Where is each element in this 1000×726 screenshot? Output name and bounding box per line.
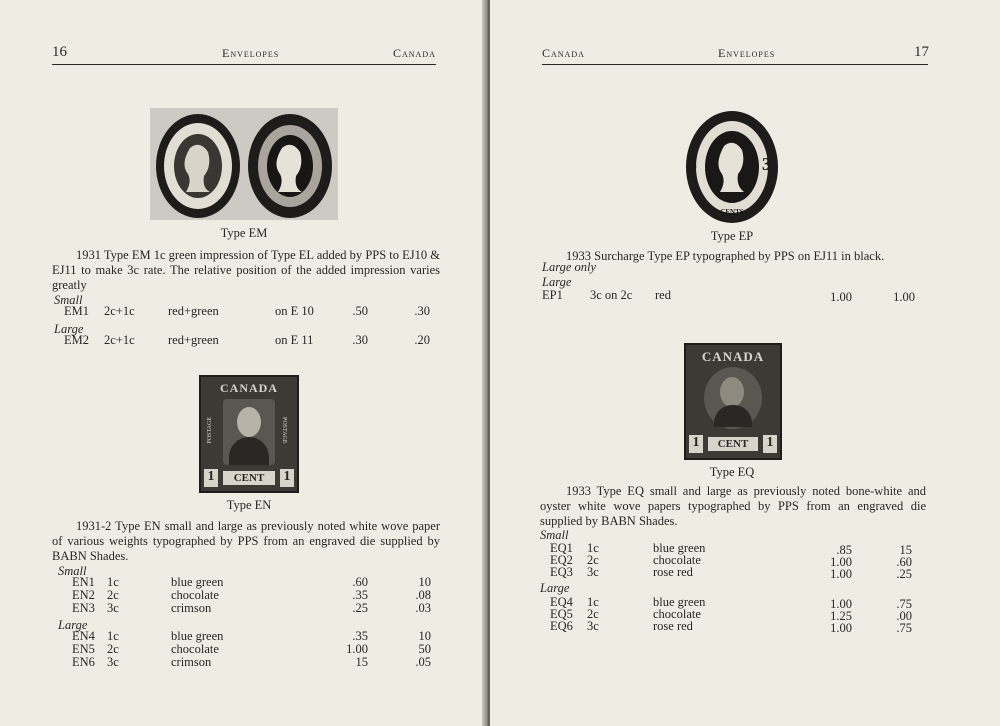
page-number: 16 <box>52 44 67 60</box>
type-em-image <box>150 108 338 220</box>
em-right-stamp <box>248 114 332 218</box>
type-eq-description: 1933 Type EQ small and large as previously noted bone-white and oyster white wove papers typographed by PPS from an engraved die supplied by BABN Shades. <box>540 484 926 528</box>
en6-value-1: 15 <box>355 655 368 669</box>
ep-large-label: Large <box>542 275 572 289</box>
eq3-value-2: .25 <box>896 567 912 581</box>
right-page <box>490 0 1000 726</box>
type-ep-large-only: Large only <box>542 260 597 274</box>
ep-stamp-bottom: CENTS <box>720 208 744 216</box>
en6-id: EN6 <box>72 655 95 669</box>
en6-value-2: .05 <box>415 655 431 669</box>
type-en-caption: Type EN <box>226 498 272 512</box>
en4-value-1: .35 <box>352 629 368 643</box>
eq-stamp-bottom-left: 1 <box>689 435 703 453</box>
en2-value-2: .08 <box>415 588 431 602</box>
en2-denom: 2c <box>107 588 119 602</box>
eq4-value-2: .75 <box>896 597 912 611</box>
en3-denom: 3c <box>107 601 119 615</box>
en-stamp-left-side: POSTAGE <box>207 417 213 444</box>
eq4-denom: 1c <box>587 595 599 609</box>
page-number: 17 <box>914 44 929 60</box>
type-em-caption: Type EM <box>220 226 268 240</box>
eq1-id: EQ1 <box>550 541 573 555</box>
ep1-value-2: 1.00 <box>893 290 915 304</box>
eq1-denom: 1c <box>587 541 599 555</box>
eq4-value-1: 1.00 <box>830 597 852 611</box>
en5-value-2: 50 <box>418 642 431 656</box>
ep1-value-1: 1.00 <box>830 290 852 304</box>
em2-value-1: .30 <box>352 333 368 347</box>
ep1-id: EP1 <box>542 288 563 302</box>
em1-color: red+green <box>168 304 219 318</box>
en6-denom: 3c <box>107 655 119 669</box>
em1-on: on E 10 <box>275 304 314 318</box>
en-large-label: Large <box>58 618 88 632</box>
type-ep-caption: Type EP <box>710 229 754 243</box>
eq1-value-2: 15 <box>899 543 912 557</box>
en-stamp-bottom-left: 1 <box>204 469 218 487</box>
eq-large-label: Large <box>540 581 570 595</box>
eq5-id: EQ5 <box>550 607 573 621</box>
eq3-denom: 3c <box>587 565 599 579</box>
eq5-denom: 2c <box>587 607 599 621</box>
em-left-stamp <box>156 114 240 218</box>
type-eq-caption: Type EQ <box>709 465 755 479</box>
eq5-value-2: .00 <box>896 609 912 623</box>
en1-id: EN1 <box>72 575 95 589</box>
en1-value-1: .60 <box>352 575 368 589</box>
eq6-value-1: 1.00 <box>830 621 852 635</box>
eq3-value-1: 1.00 <box>830 567 852 581</box>
en1-value-2: 10 <box>418 575 431 589</box>
en2-value-1: .35 <box>352 588 368 602</box>
eq5-value-1: 1.25 <box>830 609 852 623</box>
em2-id: EM2 <box>64 333 89 347</box>
en3-id: EN3 <box>72 601 95 615</box>
type-en-stamp <box>199 375 299 493</box>
eq5-color: chocolate <box>653 607 701 621</box>
running-header-country: Canada <box>393 46 436 60</box>
en3-color: crimson <box>171 601 212 615</box>
eq4-color: blue green <box>653 595 706 609</box>
running-header: Envelopes <box>222 46 280 60</box>
en-small-label: Small <box>58 564 87 578</box>
eq-stamp-top: CANADA <box>701 349 765 364</box>
en5-color: chocolate <box>171 642 219 656</box>
type-eq-stamp <box>684 343 782 460</box>
eq-stamp-portrait <box>704 367 762 429</box>
en1-color: blue green <box>171 575 224 589</box>
running-header: Envelopes <box>718 46 776 60</box>
en6-color: crimson <box>171 655 212 669</box>
en-stamp-bottom-right: 1 <box>280 469 294 487</box>
eq-small-label: Small <box>540 528 569 542</box>
en2-color: chocolate <box>171 588 219 602</box>
em-large-label: Large <box>54 322 84 336</box>
eq6-id: EQ6 <box>550 619 573 633</box>
left-page <box>0 0 486 726</box>
eq-stamp-bottom-right: 1 <box>763 435 777 453</box>
eq1-value-1: .85 <box>836 543 852 557</box>
em1-value-2: .30 <box>414 304 430 318</box>
eq2-id: EQ2 <box>550 553 573 567</box>
eq1-color: blue green <box>653 541 706 555</box>
type-em-description: 1931 Type EM 1c green impression of Type EL added by PPS to EJ10 & EJ11 to make 3c rate. The relative position of the added impression varies greatly <box>52 248 440 292</box>
en-stamp-right-side: POSTAGE <box>281 417 287 444</box>
en4-color: blue green <box>171 629 224 643</box>
en4-denom: 1c <box>107 629 119 643</box>
en3-value-1: .25 <box>352 601 368 615</box>
en-stamp-top: CANADA <box>220 381 278 395</box>
eq4-id: EQ4 <box>550 595 573 609</box>
type-ep-stamp <box>684 110 780 224</box>
em-small-label: Small <box>54 293 83 307</box>
en-stamp-portrait <box>223 399 275 465</box>
ep-stamp-value-right: 3 <box>762 154 771 174</box>
em2-denom: 2c+1c <box>104 333 135 347</box>
eq2-value-1: 1.00 <box>830 555 852 569</box>
ep1-denom: 3c on 2c <box>590 288 633 302</box>
running-header-country: Canada <box>542 46 585 60</box>
en1-denom: 1c <box>107 575 119 589</box>
header-rule <box>52 64 436 65</box>
eq6-denom: 3c <box>587 619 599 633</box>
em2-on: on E 11 <box>275 333 314 347</box>
em1-value-1: .50 <box>352 304 368 318</box>
eq2-denom: 2c <box>587 553 599 567</box>
en2-id: EN2 <box>72 588 95 602</box>
em2-value-2: .20 <box>414 333 430 347</box>
eq3-id: EQ3 <box>550 565 573 579</box>
eq6-value-2: .75 <box>896 621 912 635</box>
eq-stamp-bottom-center: CENT <box>708 437 758 451</box>
em1-id: EM1 <box>64 304 89 318</box>
ep1-color: red <box>655 288 671 302</box>
type-en-description: 1931-2 Type EN small and large as previously noted white wove paper of various weights typographed by PPS from an engraved die supplied by BABN Shades. <box>52 519 440 563</box>
en4-value-2: 10 <box>418 629 431 643</box>
eq2-value-2: .60 <box>896 555 912 569</box>
header-rule <box>542 64 928 65</box>
eq3-color: rose red <box>653 565 693 579</box>
type-em-stamps <box>150 108 338 220</box>
en-stamp-bottom-center: CENT <box>223 471 275 485</box>
en4-id: EN4 <box>72 629 95 643</box>
eq2-color: chocolate <box>653 553 701 567</box>
ep-stamp-value-left: 3 <box>688 154 697 174</box>
em1-denom: 2c+1c <box>104 304 135 318</box>
en3-value-2: .03 <box>415 601 431 615</box>
en5-value-1: 1.00 <box>346 642 368 656</box>
em2-color: red+green <box>168 333 219 347</box>
en5-id: EN5 <box>72 642 95 656</box>
en5-denom: 2c <box>107 642 119 656</box>
eq6-color: rose red <box>653 619 693 633</box>
type-ep-description: 1933 Surcharge Type EP typographed by PPS on EJ11 in black. <box>566 249 885 263</box>
